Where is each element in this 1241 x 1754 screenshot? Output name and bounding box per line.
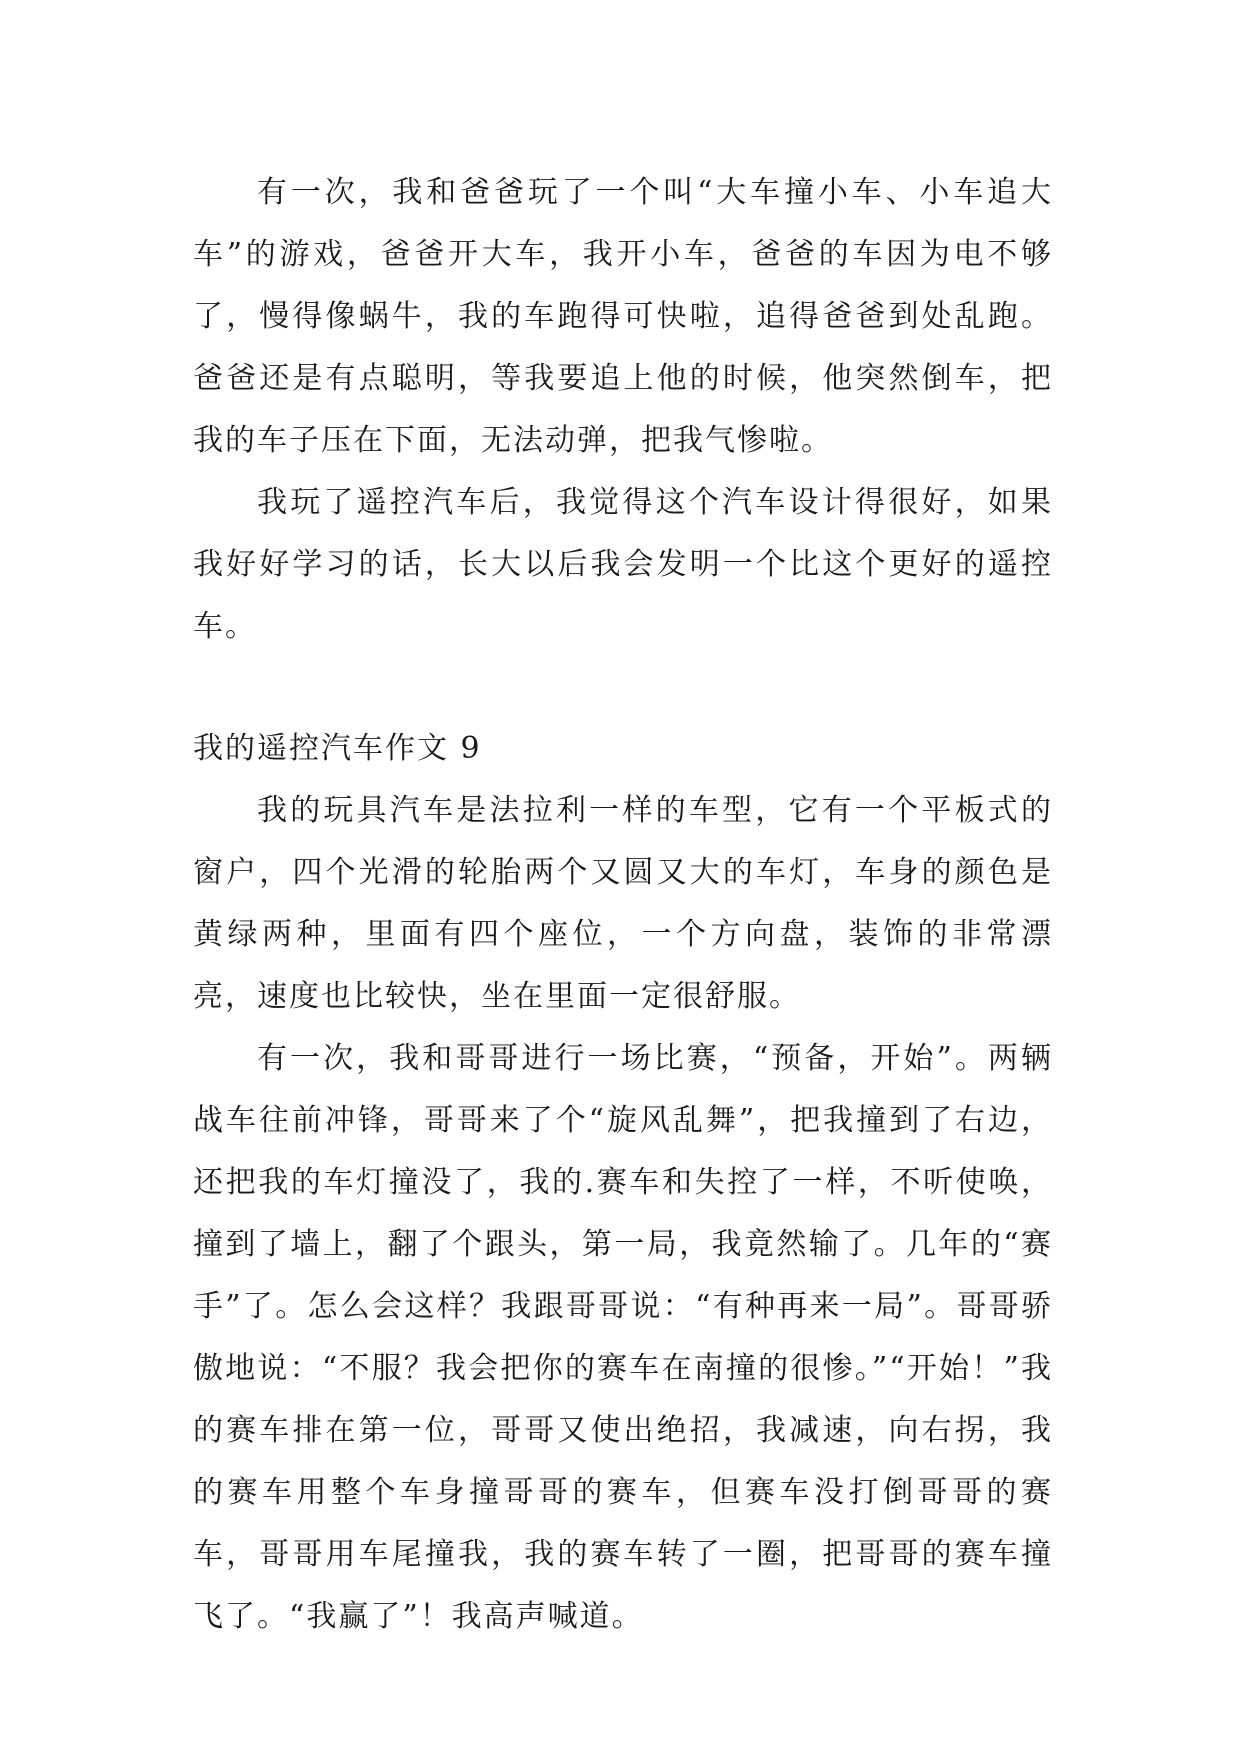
- paragraph-conclusion: 我玩了遥控汽车后，我觉得这个汽车设计得很好，如果我好好学习的话，长大以后我会发明一个比这个更好的遥控车。: [193, 485, 1053, 644]
- document-body: [193, 162, 1053, 1648]
- paragraph-race-story: 有一次，我和哥哥进行一场比赛，“预备，开始”。两辆战车往前冲锋，哥哥来了个“旋风乱舞”，把我撞到了右边，还把我的车灯撞没了，我的.赛车和失控了一样，不听使唤，撞到了墙上，翻了个跟头，第一局，我竟然输了。几年的“赛手”了。怎么会这样？我跟哥哥说：“有种再来一局”。哥哥骄傲地说：“不服？我会把你的赛车在南撞的很惨。”“开始！”我的赛车排在第一位，哥哥又使出绝招，我减速，向右拐，我的赛车用整个车身撞哥哥的赛车，但赛车没打倒哥哥的赛车，哥哥用车尾撞我，我的赛车转了一圈，把哥哥的赛车撞飞了。“我赢了”！我高声喊道。: [193, 1041, 1053, 1634]
- section-title: 我的遥控汽车作文 9: [193, 731, 482, 766]
- paragraph-car-description: 我的玩具汽车是法拉利一样的车型，它有一个平板式的窗户，四个光滑的轮胎两个又圆又大的车灯，车身的颜色是黄绿两种，里面有四个座位，一个方向盘，装饰的非常漂亮，速度也比较快，坐在里面一定很舒服。: [193, 793, 1053, 1014]
- section-spacer: [193, 658, 1053, 718]
- paragraph-game-story: 有一次，我和爸爸玩了一个叫“大车撞小车、小车追大车”的游戏，爸爸开大车，我开小车，爸爸的车因为电不够了，慢得像蜗牛，我的车跑得可快啦，追得爸爸到处乱跑。爸爸还是有点聪明，等我要追上他的时候，他突然倒车，把我的车子压在下面，无法动弹，把我气惨啦。: [193, 175, 1053, 458]
